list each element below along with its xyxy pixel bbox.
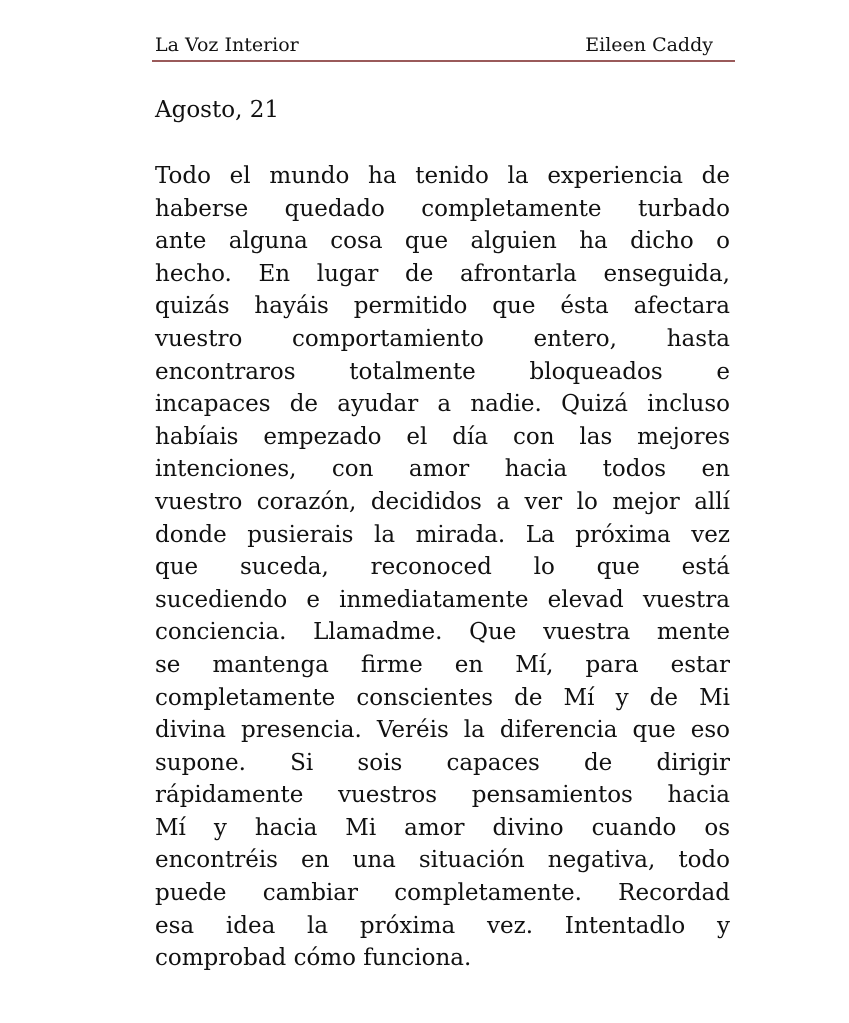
body-line: vuestro corazón, decididos a ver lo mejor allí: [155, 488, 730, 515]
body-line: habíais empezado el día con las mejores: [155, 423, 730, 450]
body-line: puede cambiar completamente. Recordad: [155, 880, 730, 907]
body-line: Mí y hacia Mi amor divino cuando os: [155, 814, 730, 841]
body-line: esa idea la próxima vez. Intentadlo y: [155, 912, 730, 939]
body-line: ante alguna cosa que alguien ha dicho o: [155, 228, 730, 255]
body-line: encontraros totalmente bloqueados e: [155, 358, 730, 385]
body-line: vuestro comportamiento entero, hasta: [155, 325, 730, 352]
body-line: conciencia. Llamadme. Que vuestra mente: [155, 619, 730, 646]
body-line: rápidamente vuestros pensamientos hacia: [155, 782, 730, 809]
body-line: donde pusierais la mirada. La próxima vez: [155, 521, 730, 548]
body-line: encontréis en una situación negativa, todo: [155, 847, 730, 874]
body-line: completamente conscientes de Mí y de Mi: [155, 684, 730, 711]
author-name: Eileen Caddy: [585, 34, 713, 56]
body-line: Todo el mundo ha tenido la experiencia de: [155, 163, 730, 189]
body-line: intenciones, con amor hacia todos en: [155, 456, 730, 483]
body-line: comprobad cómo funciona.: [155, 945, 472, 972]
page-header: [152, 32, 735, 62]
body-line: hecho. En lugar de afrontarla enseguida,: [155, 260, 730, 287]
body-line: sucediendo e inmediatamente elevad vuestra: [155, 586, 730, 613]
body-line: supone. Si sois capaces de dirigir: [155, 749, 730, 776]
body-line: divina presencia. Veréis la diferencia que eso: [155, 717, 730, 744]
body-line: haberse quedado completamente turbado: [155, 195, 730, 222]
entry-body: [155, 160, 730, 975]
entry-date: Agosto, 21: [155, 97, 279, 123]
body-line: quizás hayáis permitido que ésta afectara: [155, 293, 730, 320]
body-line: incapaces de ayudar a nadie. Quizá incluso: [155, 391, 730, 418]
body-line: que suceda, reconoced lo que está: [155, 554, 730, 581]
body-line: se mantenga firme en Mí, para estar: [155, 651, 730, 678]
book-title: La Voz Interior: [155, 34, 299, 56]
